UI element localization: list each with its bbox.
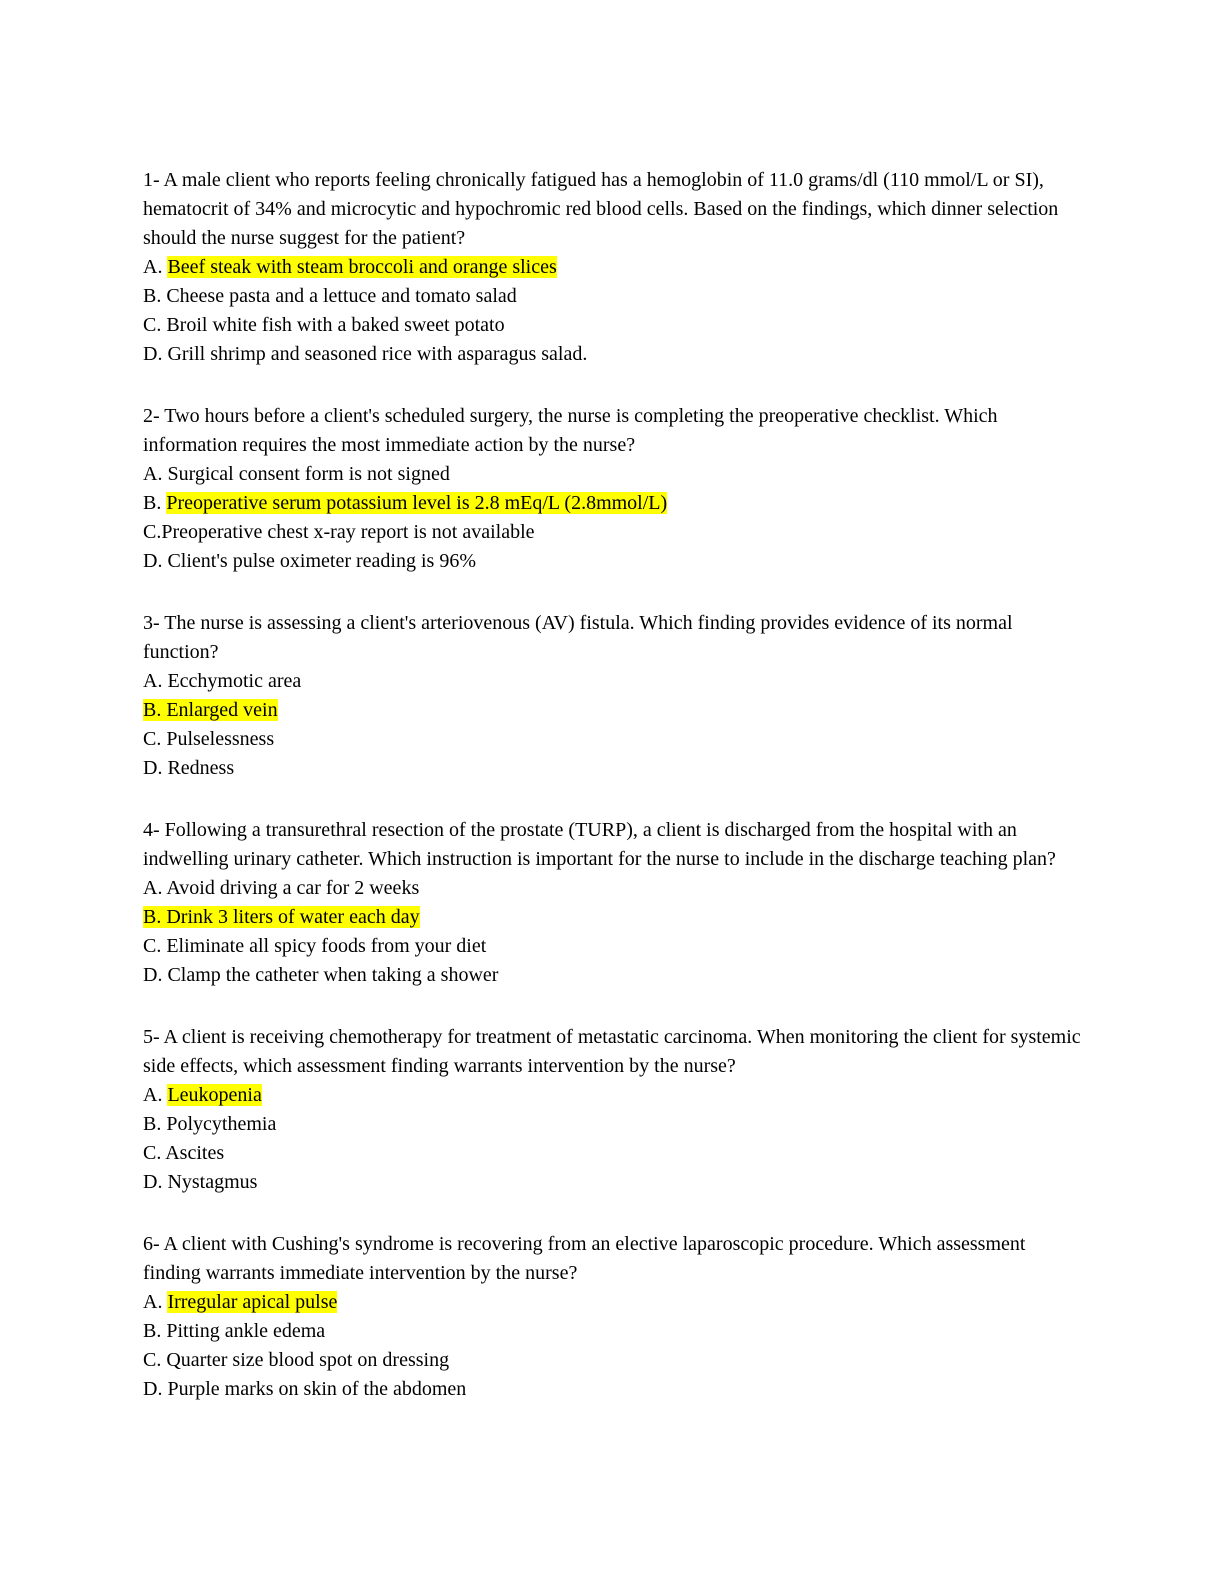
option-line bbox=[143, 1081, 1085, 1110]
option-line bbox=[143, 1168, 1085, 1197]
option-line bbox=[143, 903, 1085, 932]
option-line bbox=[143, 547, 1085, 576]
highlighted-answer: Beef steak with steam broccoli and orange slices bbox=[167, 256, 557, 278]
option-text: D. Clamp the catheter when taking a shower bbox=[143, 964, 499, 986]
option-list bbox=[143, 253, 1085, 369]
option-list bbox=[143, 460, 1085, 576]
option-text: D. Purple marks on skin of the abdomen bbox=[143, 1378, 467, 1400]
question-block bbox=[143, 1023, 1085, 1197]
option-text: C. Eliminate all spicy foods from your diet bbox=[143, 935, 487, 957]
option-line bbox=[143, 1375, 1085, 1404]
highlighted-answer: Leukopenia bbox=[167, 1084, 262, 1106]
question-text: 3- The nurse is assessing a client's arteriovenous (AV) fistula. Which finding provides evidence of its normal function? bbox=[143, 612, 1018, 663]
highlighted-answer: B. Enlarged vein bbox=[143, 699, 278, 721]
option-text: D. Nystagmus bbox=[143, 1171, 258, 1193]
option-line bbox=[143, 1317, 1085, 1346]
option-list bbox=[143, 667, 1085, 783]
option-text: C.Preoperative chest x-ray report is not available bbox=[143, 521, 535, 543]
option-text: B. Polycythemia bbox=[143, 1113, 277, 1135]
option-text: D. Redness bbox=[143, 757, 235, 779]
question-block bbox=[143, 166, 1085, 369]
option-text: A. bbox=[143, 1084, 168, 1106]
option-list bbox=[143, 1081, 1085, 1197]
option-line bbox=[143, 282, 1085, 311]
option-line bbox=[143, 961, 1085, 990]
option-text: A. bbox=[143, 1291, 168, 1313]
option-text: D. Grill shrimp and seasoned rice with asparagus salad. bbox=[143, 343, 588, 365]
option-text: D. Client's pulse oximeter reading is 96% bbox=[143, 550, 476, 572]
option-line bbox=[143, 489, 1085, 518]
question-list bbox=[143, 166, 1085, 1404]
option-line bbox=[143, 518, 1085, 547]
option-text: C. Ascites bbox=[143, 1142, 225, 1164]
option-line bbox=[143, 754, 1085, 783]
highlighted-answer: Preoperative serum potassium level is 2.8 mEq/L (2.8mmol/L) bbox=[166, 492, 668, 514]
option-line bbox=[143, 874, 1085, 903]
option-line bbox=[143, 253, 1085, 282]
option-line bbox=[143, 667, 1085, 696]
option-list bbox=[143, 1288, 1085, 1404]
highlighted-answer: B. Drink 3 liters of water each day bbox=[143, 906, 420, 928]
question-block bbox=[143, 402, 1085, 576]
question-text: 4- Following a transurethral resection of the prostate (TURP), a client is discharged from the hospital with an indwelling urinary catheter. Which instruction is important for the nurse to include in the discharge teaching plan? bbox=[143, 819, 1056, 870]
question-text: 6- A client with Cushing's syndrome is recovering from an elective laparoscopic procedure. Which assessment finding warrants immediate intervention by the nurse? bbox=[143, 1233, 1031, 1284]
option-text: B. Pitting ankle edema bbox=[143, 1320, 326, 1342]
option-line bbox=[143, 311, 1085, 340]
option-text: A. Surgical consent form is not signed bbox=[143, 463, 450, 485]
option-line bbox=[143, 1288, 1085, 1317]
question-text: 2- Two hours before a client's scheduled surgery, the nurse is completing the preoperative checklist. Which information requires the most immediate action by the nurse? bbox=[143, 405, 1003, 456]
question-text: 1- A male client who reports feeling chronically fatigued has a hemoglobin of 11.0 grams/dl (110 mmol/L or SI), hematocrit of 34% and microcytic and hypochromic red blood cells. Based on the findings, which dinner selection should the nurse suggest for the patient? bbox=[143, 169, 1064, 249]
option-line bbox=[143, 1346, 1085, 1375]
question-block bbox=[143, 816, 1085, 990]
option-line bbox=[143, 1139, 1085, 1168]
option-text: A. Ecchymotic area bbox=[143, 670, 302, 692]
option-line bbox=[143, 932, 1085, 961]
option-line bbox=[143, 1110, 1085, 1139]
option-line bbox=[143, 696, 1085, 725]
question-text: 5- A client is receiving chemotherapy for treatment of metastatic carcinoma. When monitoring the client for systemic side effects, which assessment finding warrants intervention by the nurse? bbox=[143, 1026, 1086, 1077]
option-text: B. Cheese pasta and a lettuce and tomato salad bbox=[143, 285, 517, 307]
option-text: C. Quarter size blood spot on dressing bbox=[143, 1349, 450, 1371]
question-block bbox=[143, 1230, 1085, 1404]
question-block bbox=[143, 609, 1085, 783]
option-line bbox=[143, 725, 1085, 754]
option-list bbox=[143, 874, 1085, 990]
option-text: A. Avoid driving a car for 2 weeks bbox=[143, 877, 420, 899]
option-line bbox=[143, 340, 1085, 369]
option-text: C. Broil white fish with a baked sweet potato bbox=[143, 314, 505, 336]
option-text: B. bbox=[143, 492, 167, 514]
option-text: C. Pulselessness bbox=[143, 728, 275, 750]
option-text: A. bbox=[143, 256, 168, 278]
highlighted-answer: Irregular apical pulse bbox=[167, 1291, 338, 1313]
option-line bbox=[143, 460, 1085, 489]
